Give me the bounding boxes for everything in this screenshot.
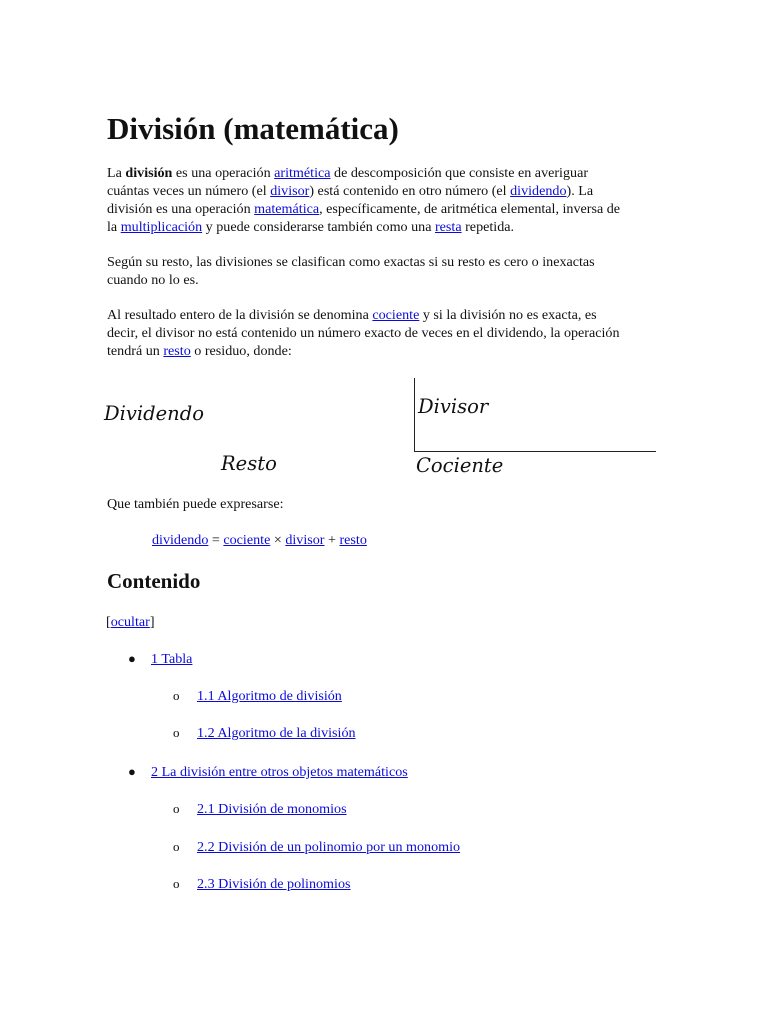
classification-paragraph [107,253,662,289]
text: y puede considerarse también como una [202,219,435,235]
page-title: División (matemática) [107,111,399,146]
link-divisor[interactable]: divisor [270,183,310,199]
bracket-open: [ [106,614,111,630]
link-matematica[interactable]: matemática [254,201,320,217]
division-bracket-horizontal [414,451,656,452]
hide-toc-link[interactable]: ocultar [110,614,150,630]
link-multiplicacion[interactable]: multiplicación [120,219,203,235]
link-resta[interactable]: resta [434,219,462,235]
bullet-hollow-icon: o [173,839,180,854]
text: , específicamente, de aritmética elemental, inversa de [319,201,621,217]
text: la [107,219,121,235]
link-aritmetica[interactable]: aritmética [274,165,331,181]
toc-item[interactable]: 2 La división entre otros objetos matemáticos [151,764,408,780]
text: cuando no lo es. [107,272,199,288]
bullet-filled-icon: ● [128,764,136,779]
division-bracket-vertical [414,378,415,452]
contents-heading: Contenido [107,569,201,593]
formula-equals: = [208,532,224,548]
link-resto[interactable]: resto [163,343,191,359]
division-formula [152,531,367,549]
text: Según su resto, las divisiones se clasifican como exactas si su resto es cero o inexactas [107,254,595,270]
toc-subitem[interactable]: 2.3 División de polinomios [197,876,351,892]
bullet-hollow-icon: o [173,725,180,740]
toc-item[interactable]: 1 Tabla [151,651,193,667]
text: decir, el divisor no está contenido un número exacto de veces en el dividendo, la operación [107,325,620,341]
term-division: división [125,165,173,181]
text: repetida. [461,219,515,235]
formula-link-divisor[interactable]: divisor [285,532,325,548]
text: La [107,165,126,181]
formula-link-resto[interactable]: resto [339,532,367,548]
quotient-paragraph [107,306,662,360]
formula-plus: + [324,532,340,548]
text: división es una operación [107,201,255,217]
math-divisor: Divisor [418,395,489,418]
express-label: Que también puede expresarse: [107,496,284,512]
text: Al resultado entero de la división se denomina [107,307,373,323]
bracket-close: ] [149,614,155,630]
toc-subitem[interactable]: 1.1 Algoritmo de división [197,688,342,704]
formula-link-cociente[interactable]: cociente [223,532,271,548]
intro-paragraph [107,164,662,236]
text: ) está contenido en otro número (el [309,183,511,199]
toc-subitem[interactable]: 1.2 Algoritmo de la división [197,725,356,741]
math-resto: Resto [221,452,277,475]
toc-subitem[interactable]: 2.2 División de un polinomio por un monomio [197,839,461,855]
text: tendrá un [107,343,164,359]
bullet-filled-icon: ● [128,651,136,666]
text: o residuo, donde: [190,343,292,359]
link-dividendo[interactable]: dividendo [510,183,567,199]
bullet-hollow-icon: o [173,801,180,816]
text: cuántas veces un número (el [107,183,271,199]
text: ). La [566,183,594,199]
text: y si la división no es exacta, es [419,307,597,323]
link-cociente[interactable]: cociente [372,307,420,323]
formula-times: × [270,532,286,548]
toc-subitem[interactable]: 2.1 División de monomios [197,801,347,817]
bullet-hollow-icon: o [173,688,180,703]
math-dividendo: Dividendo [104,402,204,425]
bullet-hollow-icon: o [173,876,180,891]
math-cociente: Cociente [416,454,504,477]
text: de descomposición que consiste en averiguar [330,165,589,181]
formula-link-dividendo[interactable]: dividendo [152,532,209,548]
toc-toggle [106,613,155,631]
text: es una operación [172,165,275,181]
